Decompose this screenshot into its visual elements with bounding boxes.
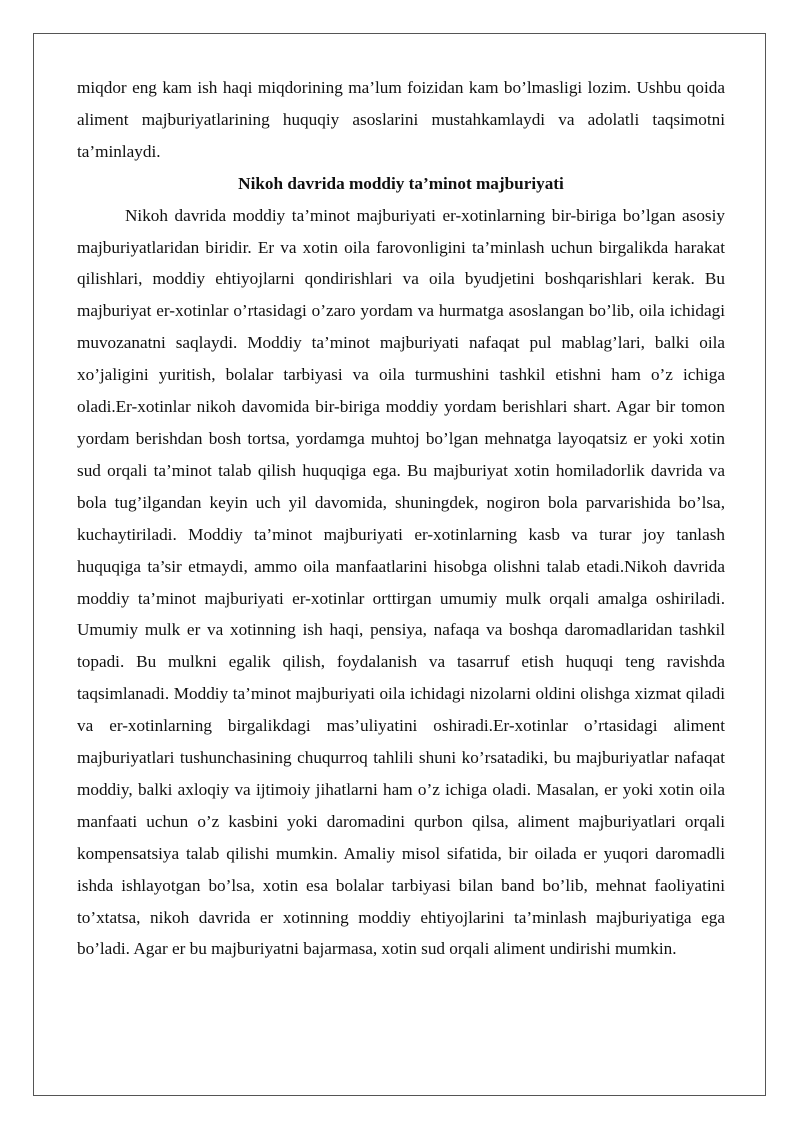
body-paragraph: Nikoh davrida moddiy ta’minot majburiyati er-xotinlarning bir-biriga bo’lgan asosiy majburiyatlaridan biridir. Er va xotin oila farovonligini ta’minlash uchun birgalikda harakat qilishlari, moddiy ehtiyojlarni qondirishlari va oila byudjetini boshqarishlari kerak. Bu majburiyat er-xotinlar o’rtasidagi o’zaro yordam va hurmatga asoslangan bo’lib, oila ichidagi muvozanatni saqlaydi. Moddiy ta’minot majburiyati nafaqat pul mablag’lari, balki oila xo’jaligini yuritish, bolalar tarbiyasi va oila turmushini tashkil etishni ham o’z ichiga oladi.Er-xotinlar nikoh davomida bir-biriga moddiy yordam berishlari shart. Agar bir tomon yordam berishdan bosh tortsa, yordamga muhtoj bo’lgan mehnatga layoqatsiz er yoki xotin sud orqali ta’minot talab qilish huquqiga ega. Bu majburiyat xotin homiladorlik davrida va bola tug’ilgandan keyin uch yil davomida, shuningdek, nogiron bola parvarishida bo’lsa, kuchaytiriladi. Moddiy ta’minot majburiyati er-xotinlarning kasb va turar joy tanlash huquqiga ta’sir etmaydi, ammo oila manfaatlarini hisobga olishni talab etadi.Nikoh davrida moddiy ta’minot majburiyati er-xotinlar orttirgan umumiy mulk orqali amalga oshiriladi. Umumiy mulk er va xotinning ish haqi, pensiya, nafaqa va boshqa daromadlaridan tashkil topadi. Bu mulkni egalik qilish, foydalanish va tasarruf etish huquqi teng ravishda taqsimlanadi. Moddiy ta’minot majburiyati oila ichidagi nizolarni oldini olishga xizmat qiladi va er-xotinlarning birgalikdagi mas’uliyatini oshiradi.Er-xotinlar o’rtasidagi aliment majburiyatlari tushunchasining chuqurroq tahlili shuni ko’rsatadiki, bu majburiyatlar nafaqat moddiy, balki axloqiy va ijtimoiy jihatlarni ham o’z ichiga oladi. Masalan, er yoki xotin oila manfaati uchun o’z kasbini yoki daromadini qurbon qilsa, aliment majburiyatlari orqali kompensatsiya talab qilishi mumkin. Amaliy misol sifatida, bir oilada er yuqori daromadli ishda ishlayotgan bo’lsa, xotin esa bolalar tarbiyasi bilan band bo’lib, mehnat faoliyatini to’xtatsa, nikoh davrida er xotinning moddiy ehtiyojlarini ta’minlash majburiyatiga ega bo’ladi. Agar er bu majburiyatni bajarmasa, xotin sud orqali aliment undirishi mumkin.: [77, 205, 725, 959]
document-body: [77, 72, 725, 965]
section-heading: Nikoh davrida moddiy ta’minot majburiyati: [238, 173, 564, 193]
intro-paragraph: miqdor eng kam ish haqi miqdorining ma’lum foizidan kam bo’lmasligi lozim. Ushbu qoida aliment majburiyatlarining huquqiy asoslarini mustahkamlaydi va adolatli taqsimotni ta’minlaydi.: [77, 78, 725, 161]
